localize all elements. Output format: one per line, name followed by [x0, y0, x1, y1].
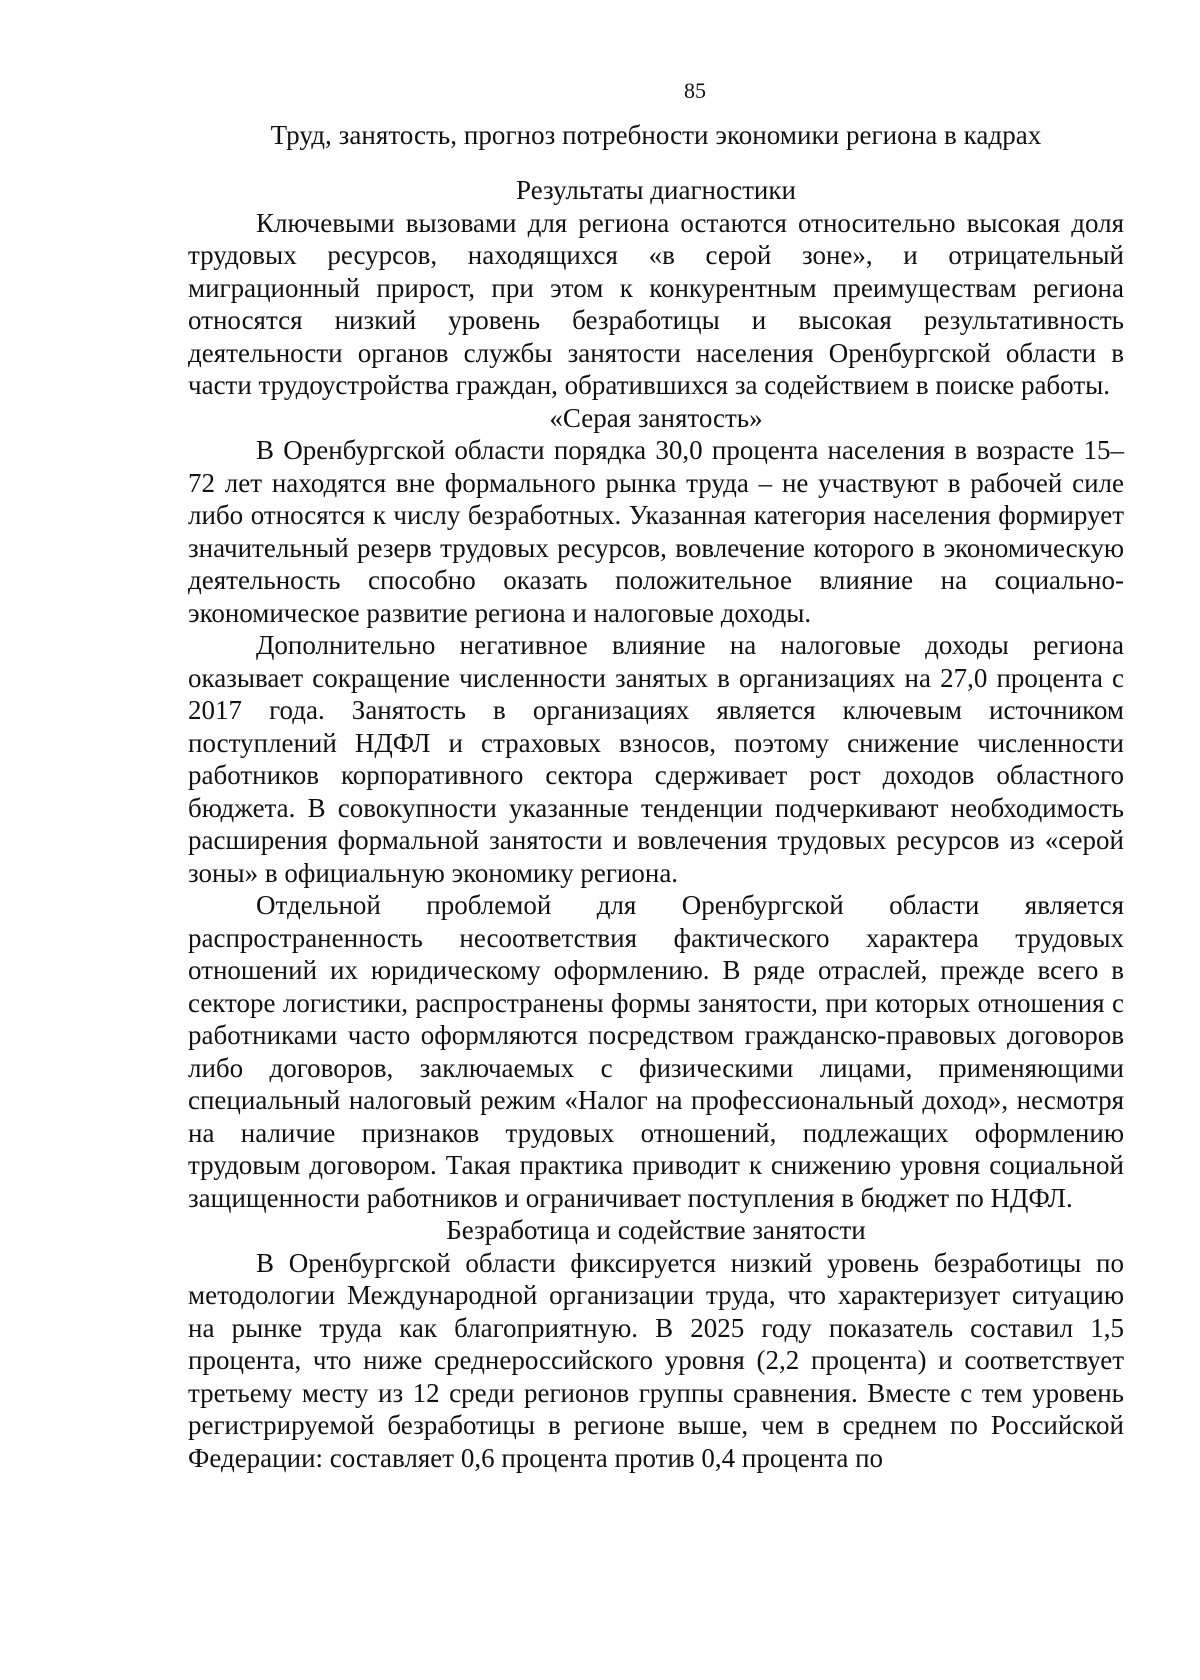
- paragraph: В Оренбургской области фиксируется низкий уровень безработицы по методологии Международной организации труда, что характеризует ситуацию на рынке труда как благоприятную. В 2025 году показатель составил 1,5 процента, что ниже среднероссийского уровня (2,2 процента) и соответствует третьему месту из 12 среди регионов группы сравнения. Вместе с тем уровень регистрируемой безработицы в регионе выше, чем в среднем по Российской Федерации: составляет 0,6 процента против 0,4 процента по: [188, 1247, 1124, 1473]
- paragraph: Дополнительно негативное влияние на налоговые доходы региона оказывает сокращение численности занятых в организациях на 27,0 процента с 2017 года. Занятость в организациях является ключевым источником поступлений НДФЛ и страховых взносов, поэтому снижение численности работников корпоративного сектора сдерживает рост доходов областного бюджета. В совокупности указанные тенденции подчеркивают необходимость расширения формальной занятости и вовлечения трудовых ресурсов из «серой зоны» в официальную экономику региона.: [188, 630, 1124, 888]
- section-heading-diagnostics: Результаты диагностики: [516, 175, 796, 205]
- document-page: [188, 76, 1124, 1474]
- paragraph: Ключевыми вызовами для региона остаются относительно высокая доля трудовых ресурсов, находящихся «в серой зоне», и отрицательный миграционный прирост, при этом к конкурентным преимуществам региона относятся низкий уровень безработицы и высокая результативность деятельности органов службы занятости населения Оренбургской области в части трудоустройства граждан, обратившихся за содействием в поиске работы.: [188, 207, 1124, 400]
- section-heading-unemployment: Безработица и содействие занятости: [446, 1215, 866, 1245]
- page-number: 85: [684, 78, 706, 103]
- paragraph: В Оренбургской области порядка 30,0 процента населения в возрасте 15–72 лет находятся вне формального рынка труда – не участвуют в рабочей силе либо относятся к числу безработных. Указанная категория населения формирует значительный резерв трудовых ресурсов, вовлечение которого в экономическую деятельность способно оказать положительное влияние на социально-экономическое развитие региона и налоговые доходы.: [188, 435, 1124, 628]
- section-heading-grey-employment: «Серая занятость»: [549, 402, 763, 433]
- document-title: Труд, занятость, прогноз потребности экономики региона в кадрах: [270, 120, 1042, 150]
- paragraph: Отдельной проблемой для Оренбургской области является распространенность несоответствия фактического характера трудовых отношений их юридическому оформлению. В ряде отраслей, прежде всего в секторе логистики, распространены формы занятости, при которых отношения с работниками часто оформляются посредством гражданско-правовых договоров либо договоров, заключаемых с физическими лицами, применяющими специальный налоговый режим «Налог на профессиональный доход», несмотря на наличие признаков трудовых отношений, подлежащих оформлению трудовым договором. Такая практика приводит к снижению уровня социальной защищенности работников и ограничивает поступления в бюджет по НДФЛ.: [188, 890, 1124, 1213]
